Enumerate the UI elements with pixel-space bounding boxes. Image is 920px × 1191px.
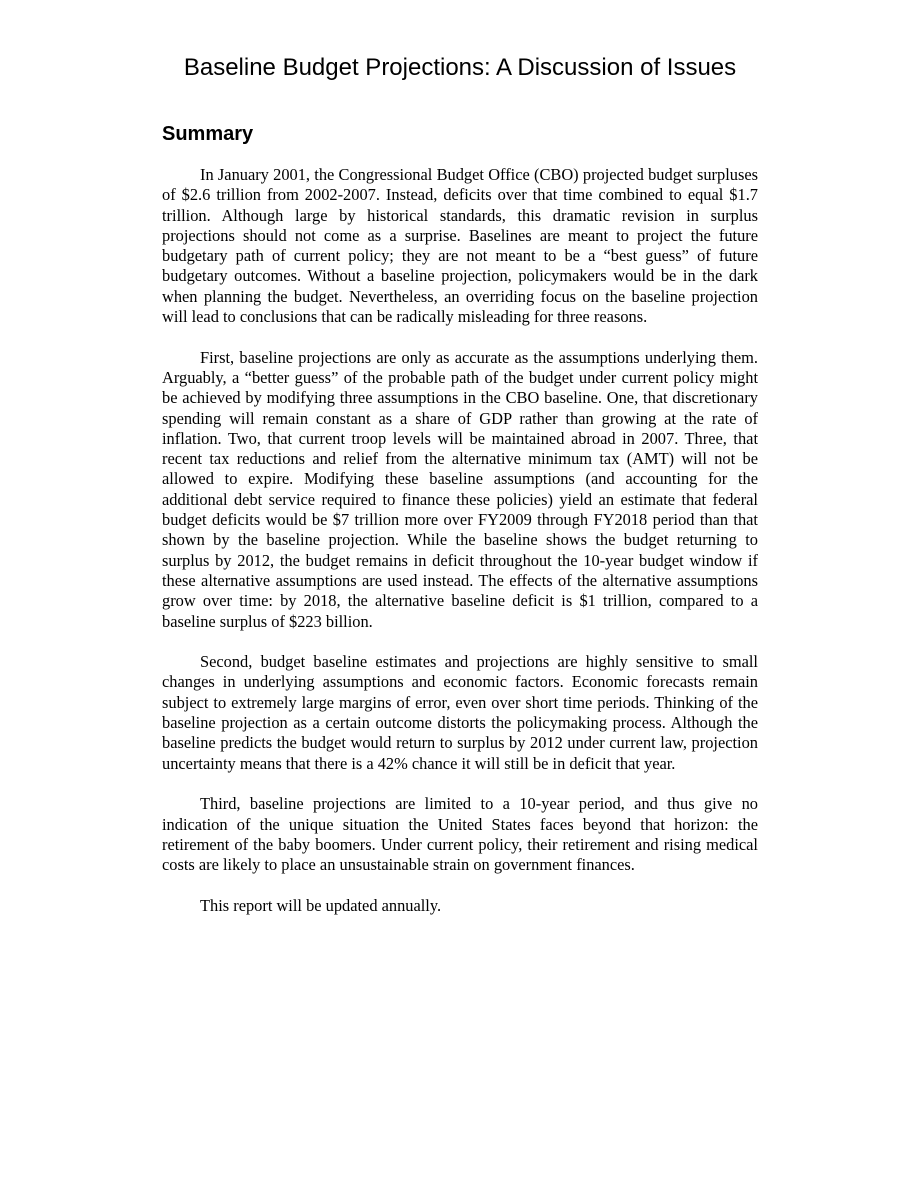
paragraph: Third, baseline projections are limited to a 10-year period, and thus give no indication of the unique situation the United States faces beyond that horizon: the retirement of the baby boomers. Under current policy, their retirement and rising medical costs are likely to place an unsustainable strain on government finances. [162, 794, 758, 875]
paragraph: Second, budget baseline estimates and projections are highly sensitive to small changes in underlying assumptions and economic factors. Economic forecasts remain subject to extremely large margins of error, even over short time periods. Thinking of the baseline projection as a certain outcome distorts the policymaking process. Although the baseline predicts the budget would return to surplus by 2012 under current law, projection uncertainty means that there is a 42% chance it will still be in deficit that year. [162, 652, 758, 773]
paragraph: In January 2001, the Congressional Budget Office (CBO) projected budget surpluses of $2.6 trillion from 2002-2007. Instead, deficits over that time combined to equal $1.7 trillion. Although large by historical standards, this dramatic revision in surplus projections should not come as a surprise. Baselines are meant to project the future budgetary path of current policy; they are not meant to be a “best guess” of future budgetary outcomes. Without a baseline projection, policymakers would be in the dark when planning the budget. Nevertheless, an overriding focus on the baseline projection will lead to conclusions that can be radically misleading for three reasons. [162, 165, 758, 327]
document-title: Baseline Budget Projections: A Discussion of Issues [183, 54, 737, 81]
paragraph: This report will be updated annually. [200, 895, 442, 915]
summary-body [162, 165, 758, 936]
section-heading-summary: Summary [162, 123, 254, 145]
paragraph: First, baseline projections are only as accurate as the assumptions underlying them. Arguably, a “better guess” of the probable path of the budget under current policy might be achieved by modifying three assumptions in the CBO baseline. One, that discretionary spending will remain constant as a share of GDP rather than growing at the rate of inflation. Two, that current troop levels will be maintained abroad in 2007. Three, that recent tax reductions and relief from the alternative minimum tax (AMT) will not be allowed to expire. Modifying these baseline assumptions (and accounting for the additional debt service required to finance these policies) yield an estimate that federal budget deficits would be $7 trillion more over FY2009 through FY2018 period than that shown by the baseline projection. While the baseline shows the budget returning to surplus by 2012, the budget remains in deficit throughout the 10-year budget window if these alternative assumptions are used instead. The effects of the alternative assumptions grow over time: by 2018, the alternative baseline deficit is $1 trillion, compared to a baseline surplus of $223 billion. [162, 347, 758, 631]
